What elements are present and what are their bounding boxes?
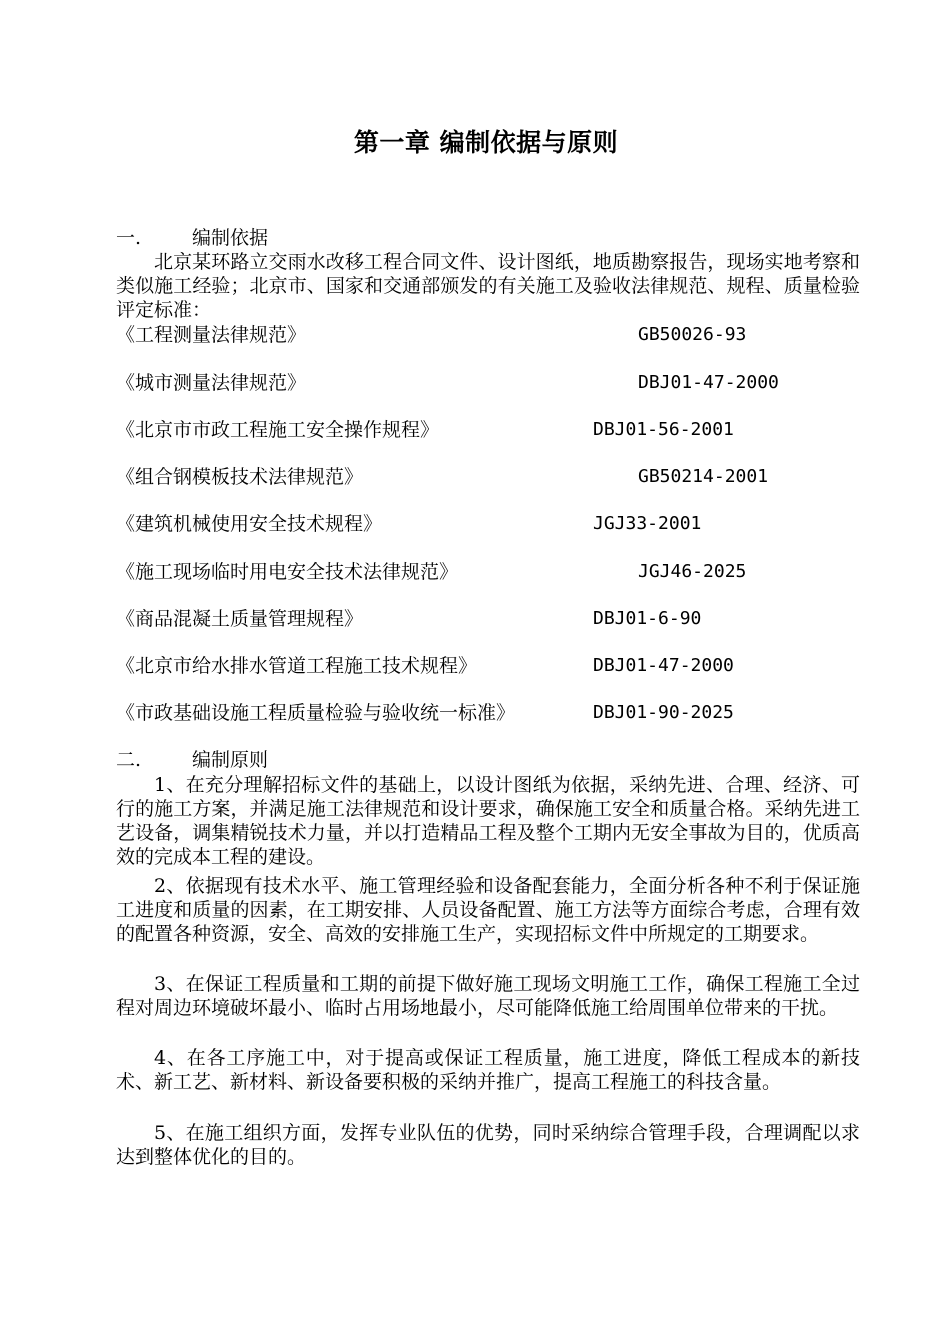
principle-paragraph: 2、依据现有技术水平、施工管理经验和设备配套能力，全面分析各种不利于保证施工进度和质量的因素，在工期安排、人员设备配置、施工方法等方面综合考虑，合理有效的配置各种资源，安全、高效的安排施工生产，实现招标文件中所规定的工期要求。 bbox=[116, 875, 860, 945]
standard-row bbox=[116, 512, 860, 536]
standard-name: 《城市测量法律规范》 bbox=[116, 372, 307, 394]
standard-name: 《北京市给水排水管道工程施工技术规程》 bbox=[116, 655, 478, 677]
standard-code: GB50026-93 bbox=[638, 324, 747, 345]
standard-name: 《市政基础设施工程质量检验与验收统一标准》 bbox=[116, 702, 516, 724]
principle-paragraph: 3、在保证工程质量和工期的前提下做好施工现场文明施工工作，确保工程施工全过程对周边环境破坏最小、临时占用场地最小，尽可能降低施工给周围单位带来的干扰。 bbox=[116, 973, 860, 1019]
section-number: 二. bbox=[116, 749, 142, 771]
section-number: 一. bbox=[116, 227, 142, 249]
standard-name: 《北京市市政工程施工安全操作规程》 bbox=[116, 419, 440, 441]
standard-name: 《建筑机械使用安全技术规程》 bbox=[116, 513, 383, 535]
standard-code: GB50214-2001 bbox=[638, 466, 769, 487]
standard-row bbox=[116, 607, 860, 631]
standard-row bbox=[116, 701, 860, 725]
standard-name: 《组合钢模板技术法律规范》 bbox=[116, 466, 364, 488]
standard-code: DBJ01-6-90 bbox=[593, 608, 702, 629]
principle-paragraph: 4、在各工序施工中，对于提高或保证工程质量，施工进度，降低工程成本的新技术、新工艺、新材料、新设备要积极的采纳并推广，提高工程施工的科技含量。 bbox=[116, 1047, 860, 1093]
standard-name: 《施工现场临时用电安全技术法律规范》 bbox=[116, 561, 459, 583]
basis-intro-paragraph: 北京某环路立交雨水改移工程合同文件、设计图纸，地质勘察报告，现场实地考察和类似施工经验；北京市、国家和交通部颁发的有关施工及验收法律规范、规程、质量检验评定标准： bbox=[116, 251, 860, 321]
standard-row bbox=[116, 323, 860, 347]
standard-row bbox=[116, 560, 860, 584]
standard-code: DBJ01-56-2001 bbox=[593, 419, 734, 440]
standard-name: 《商品混凝土质量管理规程》 bbox=[116, 608, 364, 630]
section-heading-basis bbox=[116, 226, 268, 250]
standard-code: DBJ01-90-2025 bbox=[593, 702, 734, 723]
principle-paragraph: 1、在充分理解招标文件的基础上，以设计图纸为依据，采纳先进、合理、经济、可行的施工方案，并满足施工法律规范和设计要求，确保施工安全和质量合格。采纳先进工艺设备，调集精锐技术力量，并以打造精品工程及整个工期内无安全事故为目的，优质高效的完成本工程的建设。 bbox=[116, 774, 860, 868]
standard-code: JGJ46-2025 bbox=[638, 561, 747, 582]
standard-code: DBJ01-47-2000 bbox=[638, 372, 779, 393]
standard-row bbox=[116, 371, 860, 395]
section-heading-text: 编制依据 bbox=[192, 227, 269, 249]
standard-code: JGJ33-2001 bbox=[593, 513, 702, 534]
standard-row bbox=[116, 418, 860, 442]
standard-code: DBJ01-47-2000 bbox=[593, 655, 734, 676]
section-heading-principles bbox=[116, 748, 268, 772]
standard-name: 《工程测量法律规范》 bbox=[116, 324, 307, 346]
section-heading-text: 编制原则 bbox=[192, 749, 269, 771]
chapter-title: 第一章 编制依据与原则 bbox=[353, 128, 619, 157]
standard-row bbox=[116, 465, 860, 489]
standard-row bbox=[116, 654, 860, 678]
principle-paragraph: 5、在施工组织方面，发挥专业队伍的优势，同时采纳综合管理手段，合理调配以求达到整体优化的目的。 bbox=[116, 1122, 860, 1168]
